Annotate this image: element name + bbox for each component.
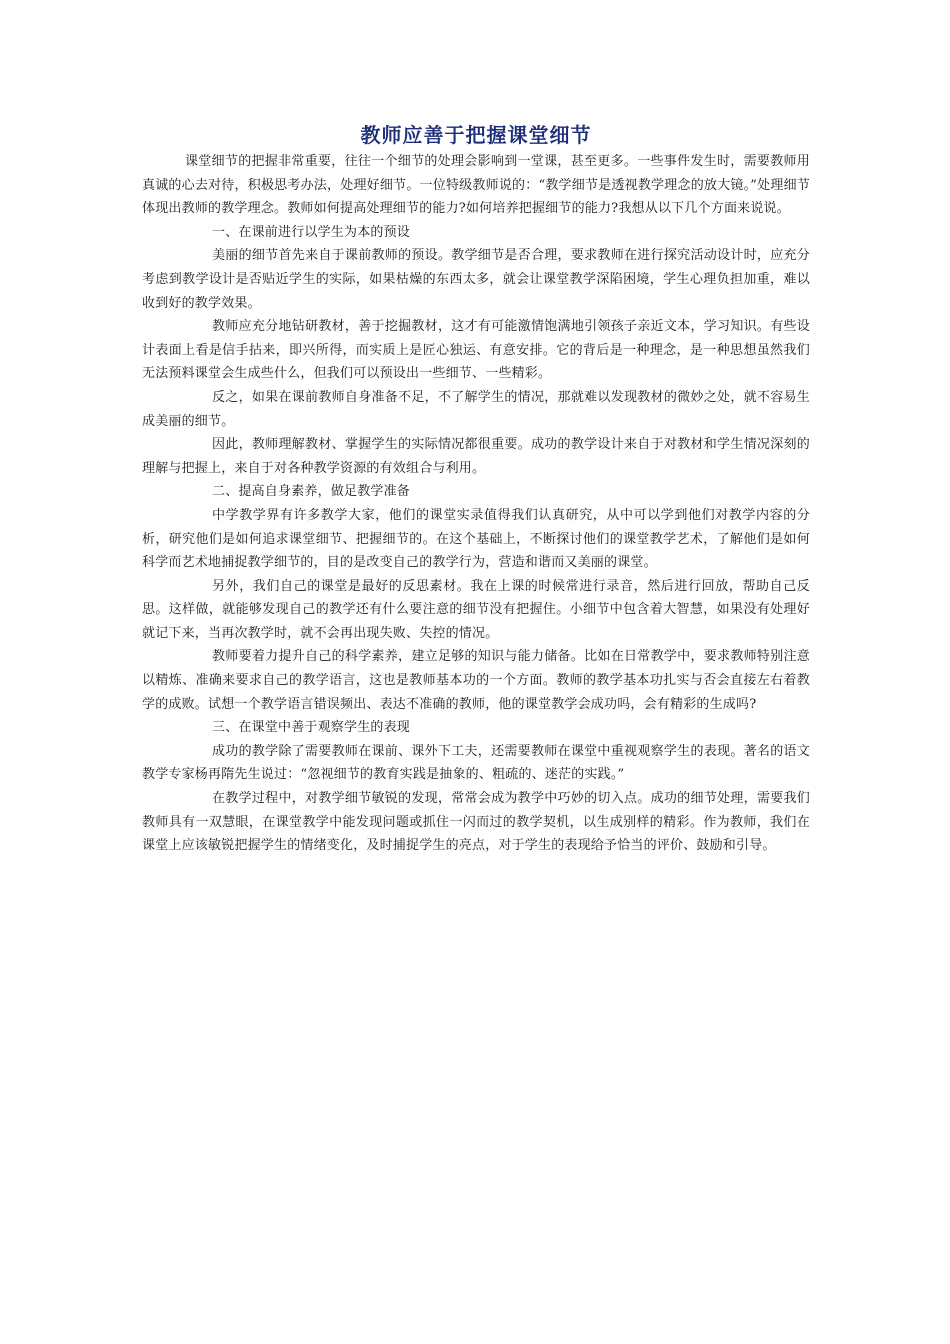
section1-paragraph-4: 因此，教师理解教材、掌握学生的实际情况都很重要。成功的教学设计来自于对教材和学生情况深刻的理解与把握上，来自于对各种教学资源的有效组合与利用。 <box>142 437 810 476</box>
section1-paragraph-2: 教师应充分地钻研教材，善于挖掘教材，这才有可能激情饱满地引领孩子亲近文本，学习知识。有些设计表面上看是信手拈来，即兴所得，而实质上是匠心独运、有意安排。它的背后是一种理念，是一种思想虽然我们无法预料课堂会生成些什么，但我们可以预设出一些细节、一些精彩。 <box>142 319 810 382</box>
section3-paragraph-1: 成功的教学除了需要教师在课前、课外下工夫，还需要教师在课堂中重视观察学生的表现。著名的语文教学专家杨再隋先生说过：“忽视细节的教育实践是抽象的、粗疏的、迷茫的实践。” <box>142 743 810 783</box>
section2-paragraph-2: 另外，我们自己的课堂是最好的反思素材。我在上课的时候常进行录音，然后进行回放，帮助自己反思。这样做，就能够发现自己的教学还有什么要注意的细节没有把握住。小细节中包含着大智慧，如果没有处理好就记下来，当再次教学时，就不会再出现失败、失控的情况。 <box>142 578 810 641</box>
section1-paragraph-1: 美丽的细节首先来自于课前教师的预设。教学细节是否合理，要求教师在进行探究活动设计时，应充分考虑到教学设计是否贴近学生的实际，如果枯燥的东西太多，就会让课堂教学深陷困境，学生心理负担加重，难以收到好的教学效果。 <box>142 248 810 311</box>
section2-paragraph-3: 教师要着力提升自己的科学素养，建立足够的知识与能力储备。比如在日常教学中，要求教师特别注意以精炼、准确来要求自己的教学语言，这也是教师基本功的一个方面。教师的教学基本功扎实与否会直接左右着教学的成败。试想一个教学语言错误频出、表达不准确的教师，他的课堂教学会成功吗，会有精彩的生成吗? <box>142 649 810 712</box>
section-heading-3: 三、在课堂中善于观察学生的表现 <box>212 720 411 736</box>
document-page <box>142 120 810 858</box>
section2-paragraph-1: 中学教学界有许多教学大家，他们的课堂实录值得我们认真研究，从中可以学到他们对教学内容的分析，研究他们是如何追求课堂细节、把握细节的。在这个基础上，不断探讨他们的课堂教学艺术，了解他们是如何科学而艺术地捕捉教学细节的，目的是改变自己的教学行为，营造和谐而又美丽的课堂。 <box>142 507 810 571</box>
document-title: 教师应善于把握课堂细节 <box>360 123 592 147</box>
section3-paragraph-2: 在教学过程中，对教学细节敏锐的发现，常常会成为教学中巧妙的切入点。成功的细节处理，需要我们教师具有一双慧眼，在课堂教学中能发现问题或抓住一闪而过的教学契机，以生成别样的精彩。作为教师，我们在课堂上应该敏锐把握学生的情绪变化，及时捕捉学生的亮点，对于学生的表现给予恰当的评价、鼓励和引导。 <box>142 791 810 854</box>
section1-paragraph-3: 反之，如果在课前教师自身准备不足，不了解学生的情况，那就难以发现教材的微妙之处，就不容易生成美丽的细节。 <box>142 389 810 429</box>
section-heading-2: 二、提高自身素养，做足教学准备 <box>212 484 411 500</box>
intro-paragraph: 课堂细节的把握非常重要，往往一个细节的处理会影响到一堂课，甚至更多。一些事件发生时，需要教师用真诚的心去对待，积极思考办法，处理好细节。一位特级教师说的：“教学细节是透视教学理念的放大镜。”处理细节体现出教师的教学理念。教师如何提高处理细节的能力?如何培养把握细节的能力?我想从以下几个方面来说说。 <box>142 154 810 217</box>
section-heading-1: 一、在课前进行以学生为本的预设 <box>212 224 411 240</box>
